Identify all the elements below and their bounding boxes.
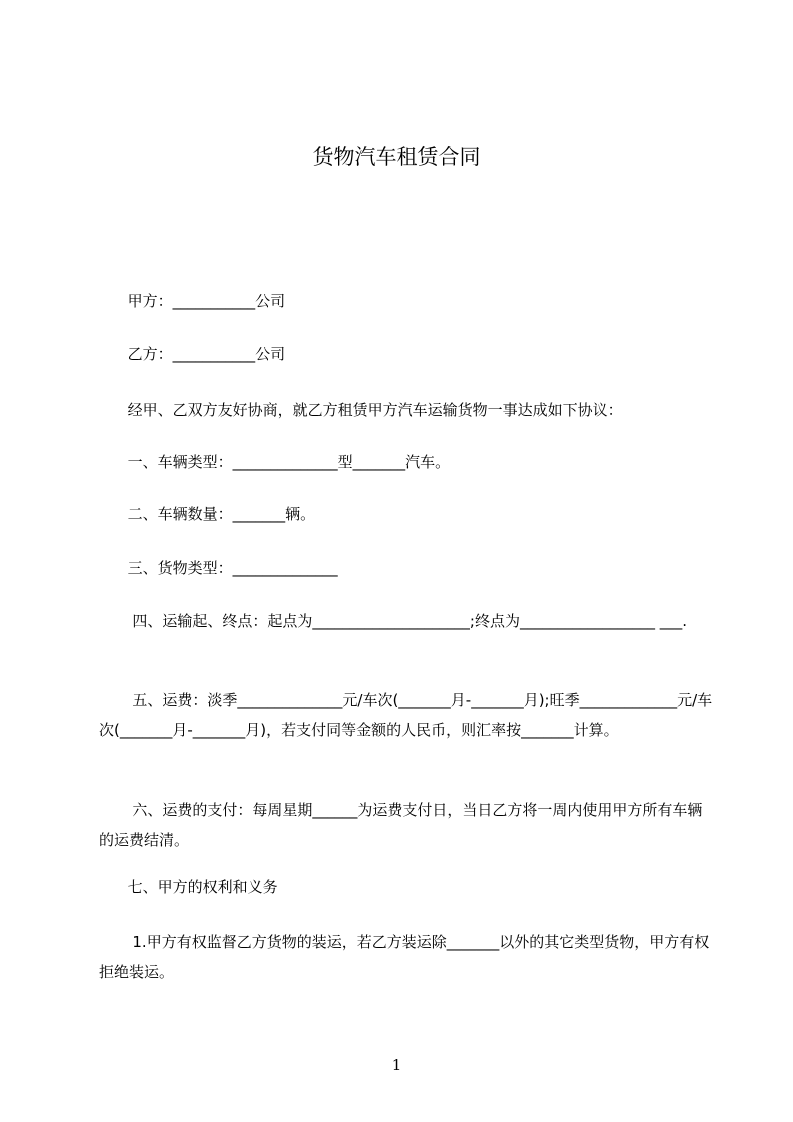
clause-cargo-type: 三、货物类型：______________ [99, 559, 338, 577]
party-a-line: 甲方：___________公司 [99, 292, 286, 310]
clause-vehicle-type: 一、车辆类型：______________型_______汽车。 [99, 453, 451, 471]
clause-party-a-supervision: 1.甲方有权监督乙方货物的装运，若乙方装运除_______以外的其它类型货物，甲方有权拒绝装运。 [99, 933, 710, 981]
clause-route: 四、运输起、终点：起点为_____________________;终点为__________________ ___. [99, 612, 687, 630]
document-title: 货物汽车租赁合同 [312, 145, 481, 169]
party-b-line: 乙方：___________公司 [99, 345, 286, 363]
section-party-a-rights: 七、甲方的权利和义务 [99, 878, 278, 896]
clause-vehicle-count: 二、车辆数量：_______辆。 [99, 505, 316, 523]
preamble-paragraph: 经甲、乙双方友好协商，就乙方租赁甲方汽车运输货物一事达成如下协议： [99, 401, 623, 419]
clause-freight-rate: 五、运费：淡季______________元/车次(_______月-_______月);旺季_____________元/车次(_______月-_______月)，若支付同等金额的人民币，则汇率按_______计算。 [99, 691, 713, 739]
page-number: 1 [391, 1056, 402, 1074]
clause-freight-payment: 六、运费的支付：每周星期______为运费支付日，当日乙方将一周内使用甲方所有车辆的运费结清。 [99, 801, 703, 849]
